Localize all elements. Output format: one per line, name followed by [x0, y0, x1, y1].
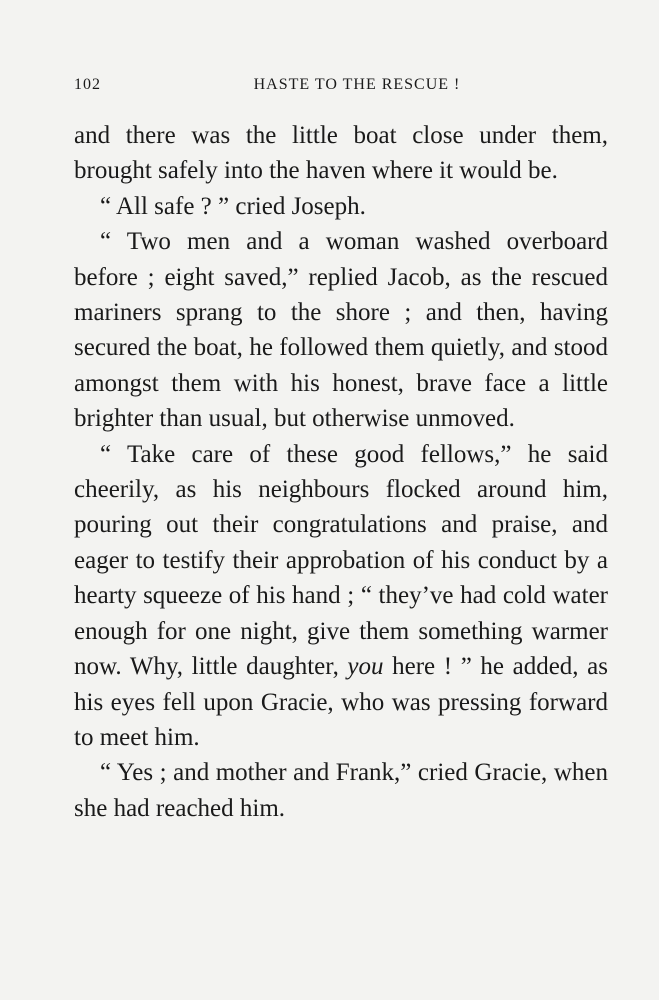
paragraph: “ Two men and a woman washed overboard before ; eight saved,” replied Jacob, as the rescued mariners sprang to the shore ; and then, having secured the boat, he followed them quietly, and stood amongst them with his honest, brave face a little brighter than usual, but otherwise unmoved.: [74, 228, 608, 433]
body-text: [74, 118, 608, 826]
emphasized-word: you: [347, 653, 384, 681]
page-header: [74, 76, 610, 102]
paragraph-text: “ Take care of these good fellows,” he said cheerily, as his neighbours flocked around him, pouring out their congratulations and praise, and eager to testify their approbation of his conduct by a hearty squeeze of his hand ; “ they’ve had cold water enough for one night, give them something warmer now. Why, little daughter,: [74, 440, 608, 681]
page-number: 102: [74, 76, 101, 93]
paragraph: [74, 437, 608, 756]
paragraph: “ Yes ; and mother and Frank,” cried Gracie, when she had reached him.: [74, 759, 608, 822]
paragraph: and there was the little boat close under them, brought safely into the haven where it would be.: [74, 122, 608, 185]
running-title: HASTE TO THE RESCUE !: [253, 76, 461, 93]
paragraph: “ All safe ? ” cried Joseph.: [100, 192, 366, 220]
paragraph-text: here ! ” he added, as his eyes fell upon Gracie, who was pressing forward to meet him.: [74, 653, 608, 751]
